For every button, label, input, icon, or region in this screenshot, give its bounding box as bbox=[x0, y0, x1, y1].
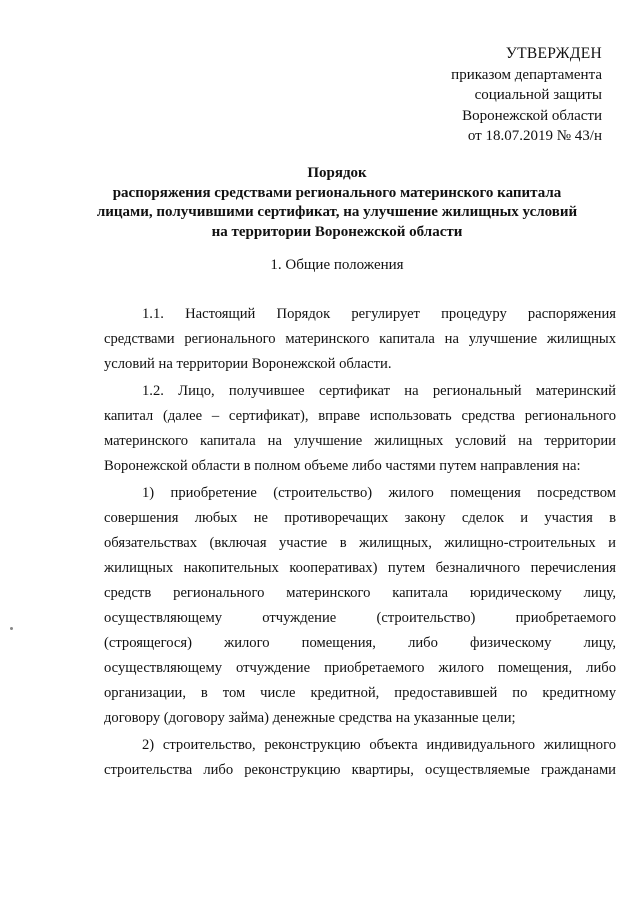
paragraph-line: 2) строительство, реконструкцию объекта индивидуального жилищного bbox=[142, 737, 616, 753]
paragraph-line: средств регионального материнского капитала юридическому лицу, bbox=[104, 585, 616, 601]
paragraph-line: 1.1. Настоящий Порядок регулирует процедуру распоряжения bbox=[142, 306, 616, 322]
paragraph-line: жилищных накопительных кооперативах) путем безналичного перечисления bbox=[104, 560, 616, 576]
paragraph-p-1-2 bbox=[104, 379, 616, 479]
paragraph-line: договору (договору займа) денежные средства на указанные цели; bbox=[104, 710, 516, 726]
paragraph-line: 1.2. Лицо, получившее сертификат на региональный материнский bbox=[142, 383, 616, 399]
paragraph-line: (строящегося) жилого помещения, либо физическому лицу, bbox=[104, 635, 616, 651]
paragraph-line: Воронежской области в полном объеме либо частями путем направления на: bbox=[104, 458, 581, 474]
paragraph-line: средствами регионального материнского капитала на улучшение жилищных bbox=[104, 331, 616, 347]
paragraph-line: строительства либо реконструкцию квартиры, осуществляемые гражданами bbox=[104, 762, 616, 778]
approval-line: приказом департамента bbox=[451, 66, 602, 83]
paragraph-p-item-2 bbox=[104, 733, 616, 783]
paragraph-line: капитал (далее – сертификат), вправе использовать средства регионального bbox=[104, 408, 616, 424]
section-heading: 1. Общие положения bbox=[270, 257, 404, 273]
paragraph-line: обязательствах (включая участие в жилищных, жилищно-строительных и bbox=[104, 535, 616, 551]
paragraph-line: организации, в том числе кредитной, предоставившей по кредитному bbox=[104, 685, 616, 701]
approval-stamp bbox=[382, 44, 602, 147]
approval-date: от 18.07.2019 № 43/н bbox=[467, 128, 602, 144]
document-title bbox=[60, 164, 614, 242]
paragraph-line: 1) приобретение (строительство) жилого помещения посредством bbox=[142, 485, 616, 501]
approval-heading: УТВЕРЖДЕН bbox=[505, 45, 602, 62]
title-line: лицами, получившими сертификат, на улучшение жилищных условий bbox=[96, 204, 578, 220]
paragraph-p-item-1 bbox=[104, 481, 616, 731]
approval-line: Воронежской области bbox=[462, 107, 602, 124]
paragraph-line: условий на территории Воронежской области. bbox=[104, 356, 392, 372]
paragraph-line: совершения любых не противоречащих закону сделок и участия в bbox=[104, 510, 616, 526]
paragraph-line: осуществляющему отчуждение (строительство) приобретаемого bbox=[104, 610, 616, 626]
paragraph-line: материнского капитала на улучшение жилищных условий на территории bbox=[104, 433, 616, 449]
paragraph-p-1-1 bbox=[104, 302, 616, 377]
title-line: распоряжения средствами регионального материнского капитала bbox=[112, 184, 562, 201]
approval-line: социальной защиты bbox=[474, 87, 602, 103]
document-body bbox=[104, 302, 616, 785]
title-line: на территории Воронежской области bbox=[211, 223, 463, 240]
scan-speck bbox=[10, 627, 13, 630]
paragraph-line: осуществляющему отчуждение приобретаемого жилого помещения, либо bbox=[104, 660, 616, 676]
title-line: Порядок bbox=[307, 165, 367, 181]
